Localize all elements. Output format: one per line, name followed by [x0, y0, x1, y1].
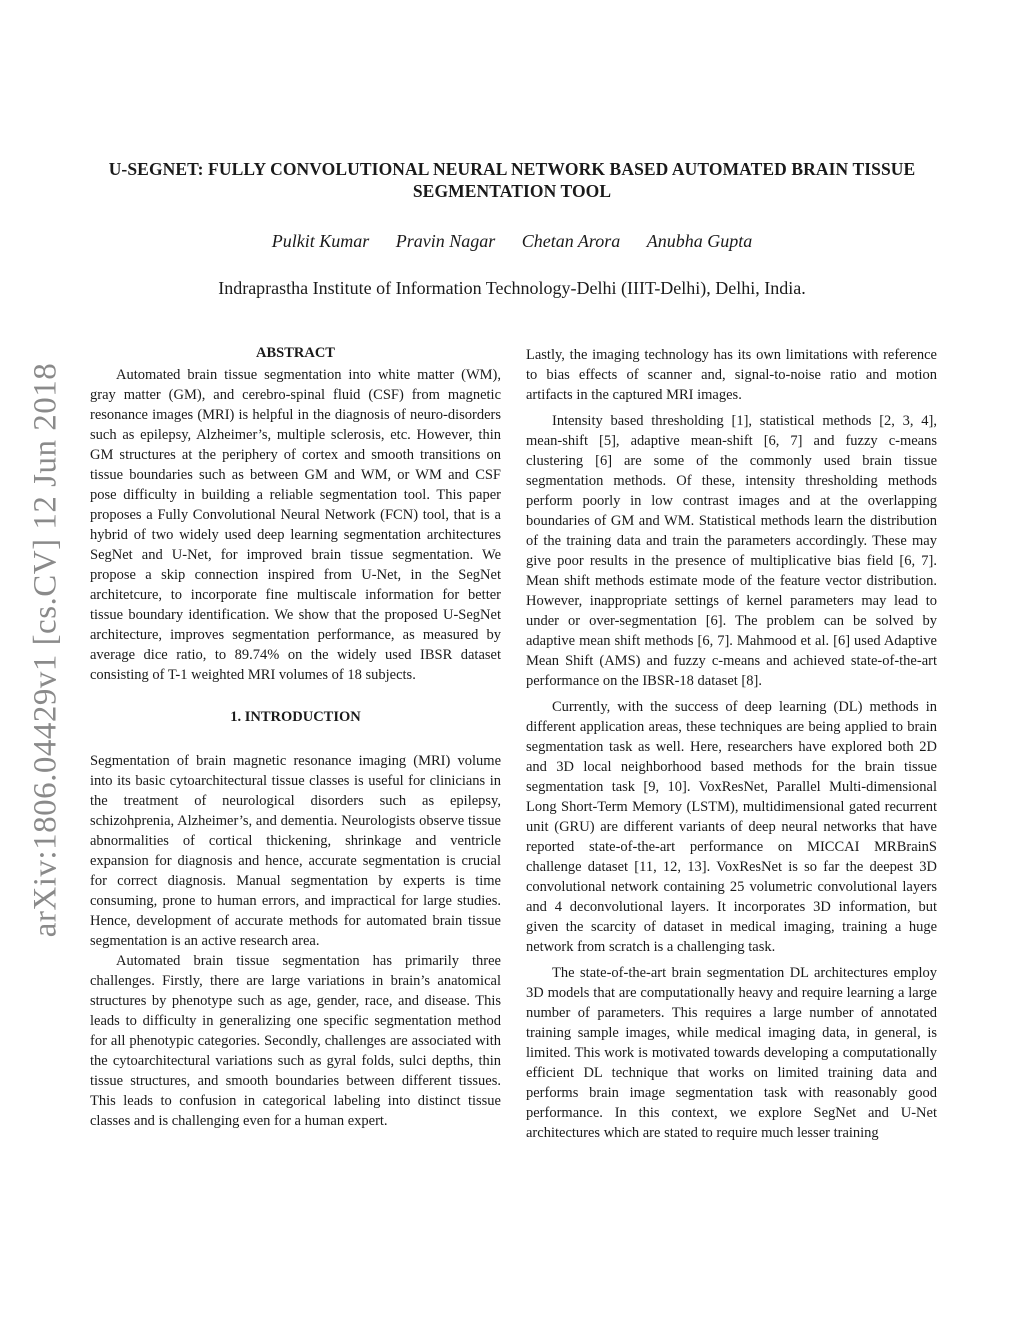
body-paragraph: Currently, with the success of deep learning (DL) methods in different application areas, these techniques are being applied to brain segmentation task as well. Here, researchers have explored both 2D and 3D local neighborhood based methods for the brain tissue segmentation task [9, 10]. VoxResNet, Parallel Multi-dimensional Long Short-Term Memory (LSTM), multidimensional gated recurrent unit (GRU) are different variants of deep neural networks that have reported state-of-the-art performance on MICCAI MRBrainS challenge dataset [11, 12, 13]. VoxResNet is so far the deepest 3D convolutional network containing 25 volumetric convolutional layers and 4 deconvolutional layers. It incorporates 3D information, but given the scarcity of dataset in medical imaging, training a huge network from scratch is a challenging task.	[526, 699, 937, 955]
author-list	[0, 231, 1024, 252]
abstract-text: Automated brain tissue segmentation into white matter (WM), gray matter (GM), and cerebro-spinal fluid (CSF) from magnetic resonance images (MRI) is helpful in the diagnosis of neuro-disorders such as epilepsy, Alzheimer’s, multiple sclerosis, etc. However, thin GM structures at the periphery of cortex and smooth transitions on tissue boundaries such as between GM and WM, or WM and CSF pose difficulty in building a reliable segmentation tool. This paper proposes a Fully Convolutional Neural Network (FCN) tool, that is a hybrid of two widely used deep learning segmentation architectures SegNet and U-Net, for improved brain tissue segmentation. We propose a skip connection inspired from U-Net, in the SegNet architetcure, to incorporate fine multiscale information for better tissue boundary identification. We show that the proposed U-SegNet architecture, improves segmentation performance, as measured by average dice ratio, to 89.74% on the widely used IBSR dataset consisting of T-1 weighted MRI volumes of 18 subjects.	[90, 367, 501, 683]
right-column	[526, 345, 937, 1143]
abstract-heading: ABSTRACT	[256, 345, 335, 361]
intro-paragraph: Automated brain tissue segmentation has primarily three challenges. Firstly, there are large variations in brain’s anatomical structures by phenotype such as age, gender, race, and disease. This leads to difficulty in generalizing one specific segmentation method for all phenotypic categories. Secondly, challenges are associated with the cytoarchitectural variations such as gyral folds, sulci depths, thin tissue structures, and smooth boundaries between different tissues. This leads to confusion in categorical labeling into distinct tissue classes and is challenging even for a human expert.	[90, 953, 501, 1129]
author-name: Pulkit Kumar	[271, 231, 370, 251]
affiliation: Indraprastha Institute of Information Technology-Delhi (IIIT-Delhi), Delhi, India.	[218, 278, 806, 298]
left-column	[90, 343, 501, 1131]
author-name: Anubha Gupta	[646, 231, 753, 251]
author-name: Pravin Nagar	[395, 231, 496, 251]
body-paragraph: Lastly, the imaging technology has its own limitations with reference to bias effects of scanner and, signal-to-noise ratio and motion artifacts in the captured MRI images.	[526, 347, 937, 403]
author-name: Chetan Arora	[521, 231, 621, 251]
body-paragraph: The state-of-the-art brain segmentation DL architectures employ 3D models that are computationally heavy and require learning a large number of parameters. This requires a large number of annotated training sample images, while medical imaging data, in general, is limited. This work is motivated towards developing a computationally efficient DL technique that works on limited training data and performs brain image segmentation task with reasonably good performance. In this context, we explore SegNet and U-Net architectures which are stated to require much lesser training	[526, 965, 937, 1141]
intro-paragraph: Segmentation of brain magnetic resonance imaging (MRI) volume into its basic cytoarchitectural tissue classes is useful for clinicians in the treatment of neurological disorders such as epilepsy, schizohprenia, Alzheimer’s, and dementia. Neurologists observe tissue abnormalities of cortical thickening, shrinkage and ventricle expansion for diagnosis and hence, accurate segmentation is crucial for correct diagnosis. Manual segmentation by experts is time consuming, prone to human errors, and impractical for large studies. Hence, development of accurate methods for automated brain tissue segmentation is an active research area.	[90, 753, 501, 949]
paper-title: U-SEGNET: FULLY CONVOLUTIONAL NEURAL NETWORK BASED AUTOMATED BRAIN TISSUE SEGMENTATION TOOL	[108, 159, 916, 201]
body-paragraph: Intensity based thresholding [1], statistical methods [2, 3, 4], mean-shift [5], adaptive mean-shift [6, 7] and fuzzy c-means clustering [6] are some of the commonly used brain tissue segmentation methods. Of these, intensity thresholding methods perform poorly in low contrast images and at the overlapping boundaries of GM and WM. Statistical methods learn the distribution of the training data and train the parameters accordingly. These may give poor results in the presence of multiplicative bias field [6, 7]. Mean shift methods estimate mode of the feature vector distribution. However, inappropriate settings of kernel parameters may lead to under or over-segmentation [6]. The problem can be solved by adaptive mean shift methods [6, 7]. Mahmood et al. [6] used Adaptive Mean Shift (AMS) and fuzzy c-means and achieved state-of-the-art performance on the IBSR-18 dataset [8].	[526, 413, 937, 689]
introduction-heading: 1. INTRODUCTION	[230, 709, 361, 725]
arxiv-stamp: arXiv:1806.04429v1 [cs.CV] 12 Jun 2018	[27, 362, 64, 938]
